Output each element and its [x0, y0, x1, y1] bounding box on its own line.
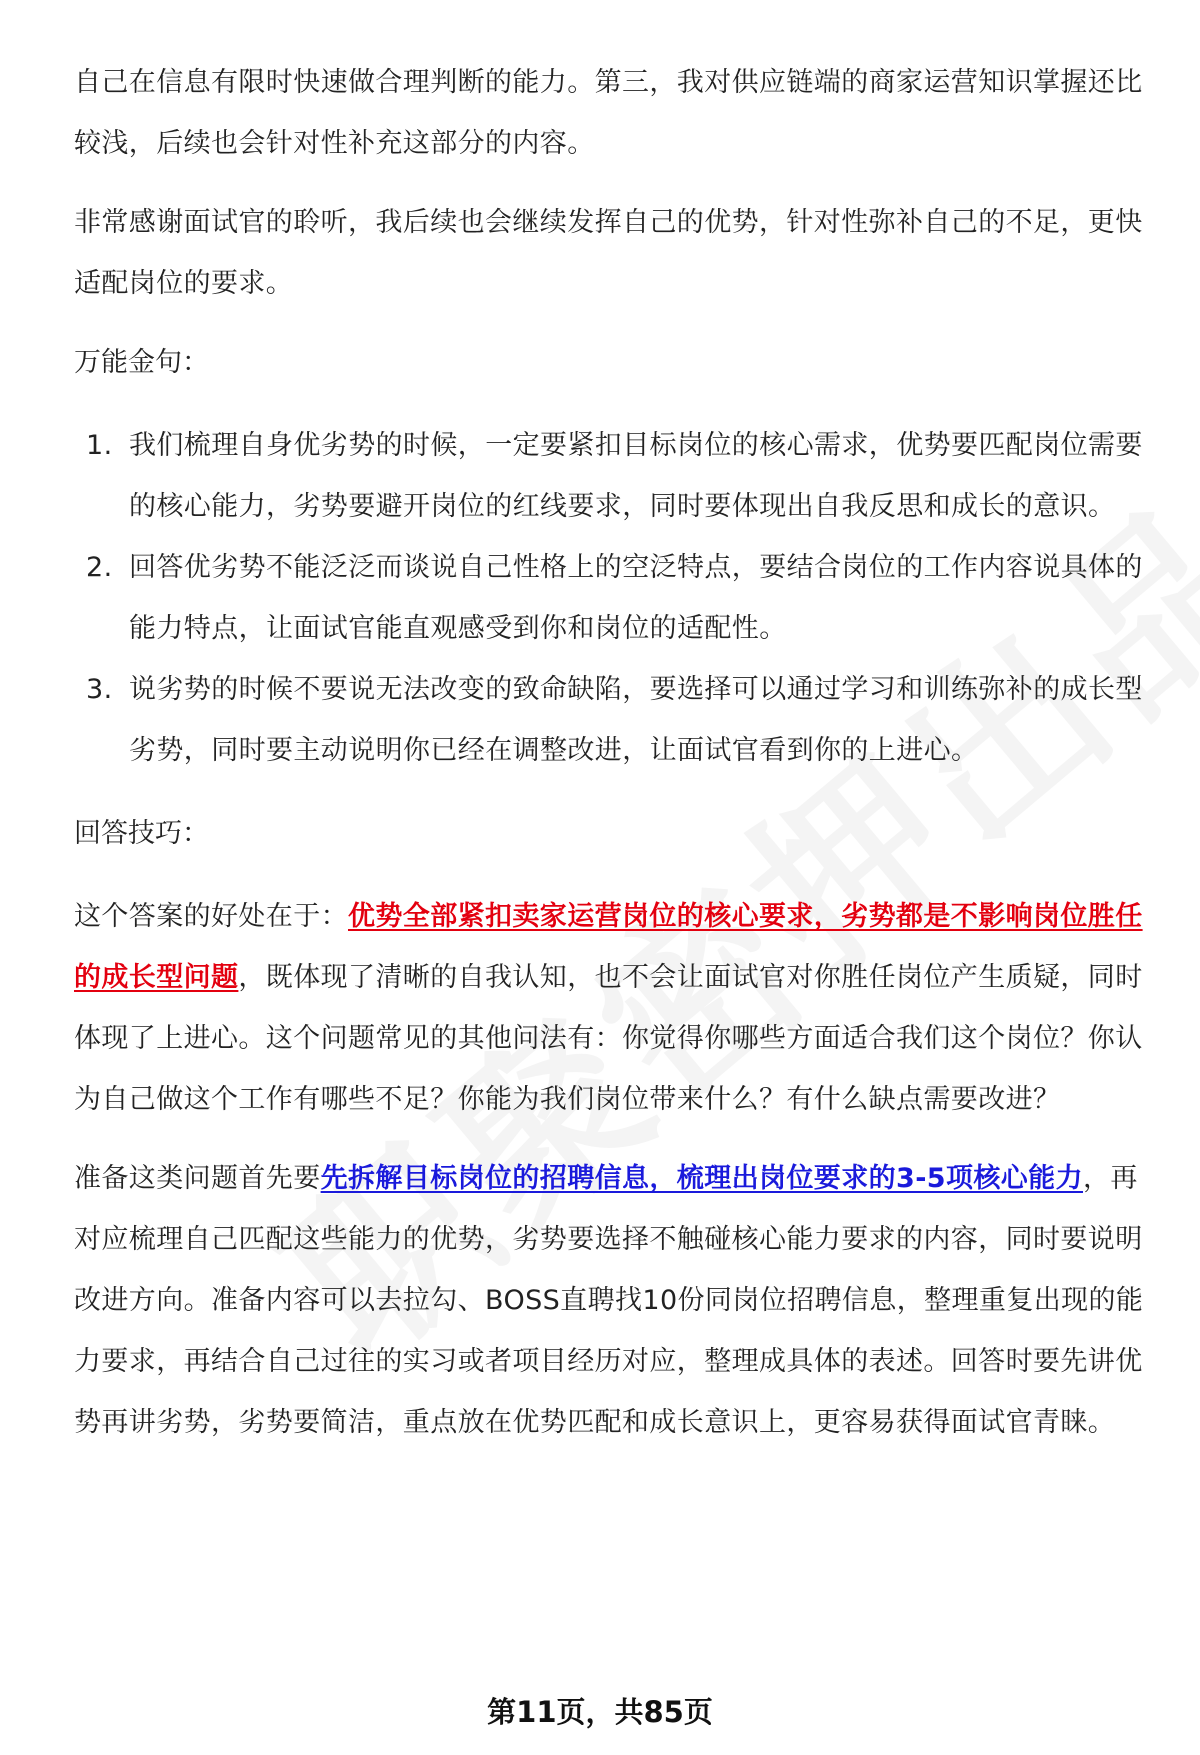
list-number: 1.: [86, 430, 113, 461]
list-item: [74, 537, 1146, 659]
page-number-footer: 第11页，共85页: [487, 1695, 713, 1729]
list-number: 3.: [86, 674, 113, 705]
list-item: [74, 659, 1146, 781]
paragraph-1: 自己在信息有限时快速做合理判断的能力。第三，我对供应链端的商家运营知识掌握还比较浅，后续也会针对性补充这部分的内容。: [74, 67, 1143, 159]
document-body: [74, 52, 1146, 1471]
highlight-red-text: 优势全部紧扣卖家运营岗位的核心要求，劣势都是不影响岗位胜任的成长型问题: [74, 901, 1143, 993]
paragraph-2: 非常感谢面试官的聆听，我后续也会继续发挥自己的优势，针对性弥补自己的不足，更快适配岗位的要求。: [74, 207, 1143, 299]
paragraph-4-prefix: 准备这类问题首先要: [74, 1163, 321, 1194]
paragraph-3-suffix: ，既体现了清晰的自我认知，也不会让面试官对你胜任岗位产生质疑，同时体现了上进心。这个问题常见的其他问法有：你觉得你哪些方面适合我们这个岗位？你认为自己做这个工作有哪些不足？你能为我们岗位带来什么？有什么缺点需要改进？: [74, 962, 1143, 1115]
list-item-text: 说劣势的时候不要说无法改变的致命缺陷，要选择可以通过学习和训练弥补的成长型劣势，同时要主动说明你已经在调整改进，让面试官看到你的上进心。: [129, 674, 1143, 766]
section-title-tips: 回答技巧：: [74, 818, 209, 849]
highlight-blue-text: 先拆解目标岗位的招聘信息，梳理出岗位要求的3-5项核心能力: [320, 1163, 1083, 1194]
list-item: [74, 415, 1146, 537]
list-item-text: 回答优劣势不能泛泛而谈说自己性格上的空泛特点，要结合岗位的工作内容说具体的能力特点，让面试官能直观感受到你和岗位的适配性。: [129, 552, 1143, 644]
paragraph-4: [74, 1148, 1146, 1453]
section-title-golden: 万能金句：: [74, 347, 209, 378]
paragraph-3: [74, 886, 1146, 1130]
paragraph-4-suffix: ，再对应梳理自己匹配这些能力的优势，劣势要选择不触碰核心能力要求的内容，同时要说明改进方向。准备内容可以去拉勾、BOSS直聘找10份同岗位招聘信息，整理重复出现的能力要求，再结合自己过往的实习或者项目经历对应，整理成具体的表述。回答时要先讲优势再讲劣势，劣势要简洁，重点放在优势匹配和成长意识上，更容易获得面试官青睐。: [74, 1163, 1144, 1438]
golden-list: [74, 415, 1146, 781]
list-item-text: 我们梳理自身优劣势的时候，一定要紧扣目标岗位的核心需求，优势要匹配岗位需要的核心能力，劣势要避开岗位的红线要求，同时要体现出自我反思和成长的意识。: [129, 430, 1143, 522]
list-number: 2.: [86, 552, 113, 583]
paragraph-3-prefix: 这个答案的好处在于：: [74, 901, 348, 932]
